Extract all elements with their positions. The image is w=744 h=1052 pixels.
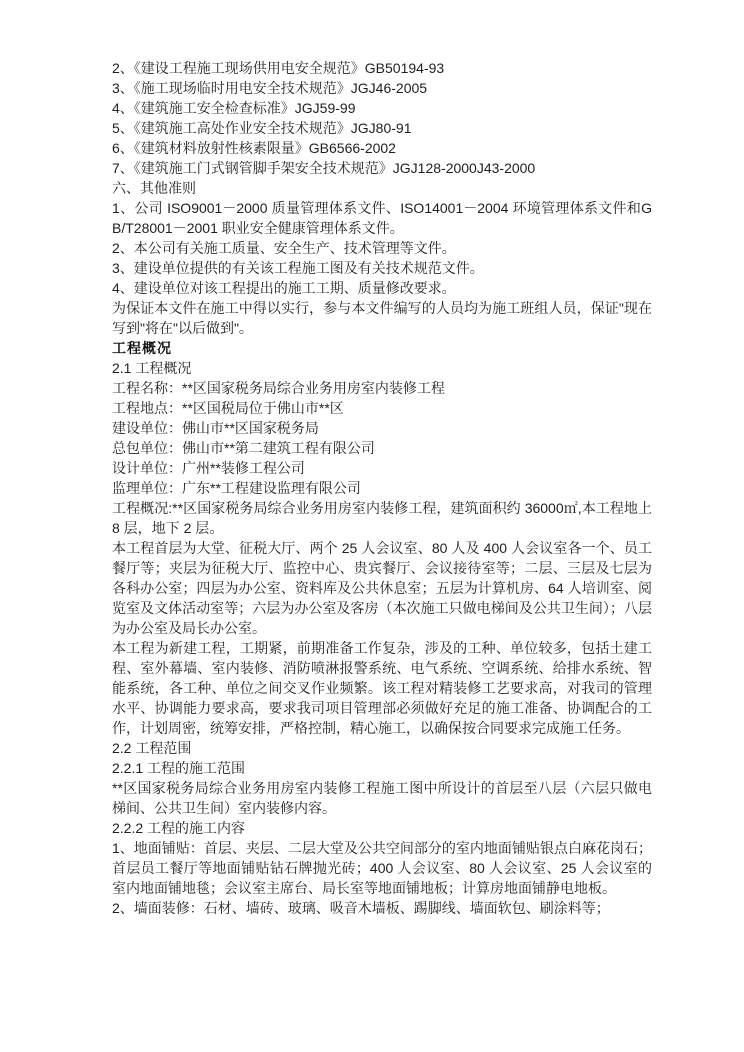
- project-summary-paragraph: 工程概况:**区国家税务局综合业务用房室内装修工程，建筑面积约 36000㎡,本工程地上 8 层，地下 2 层。: [112, 500, 652, 536]
- other-rules-item: 3、建设单位提供的有关该工程施工图及有关技术规范文件。: [112, 260, 484, 276]
- project-summary-paragraph: 本工程首层为大堂、征税大厅、两个 25 人会议室、80 人及 400 人会议室各一个、员工餐厅等；夹层为征税大厅、监控中心、贵宾餐厅、会议接待室等；二层、三层及七层为各科办公室；四层为办公室、资料库及公共休息室；五层为计算机房、64 人培训室、阅览室及文体活动室等；六层为办公室及客房（本次施工只做电梯间及公共卫生间）；八层为办公室及局长办公室。: [112, 540, 652, 636]
- content-item: 2、墙面装修：石材、墙砖、玻璃、吸音木墙板、踢脚线、墙面软包、刷涂料等；: [112, 900, 610, 916]
- guarantee-paragraph: 为保证本文件在施工中得以实行，参与本文件编写的人员均为施工班组人员，保证"现在写到"将在"以后做到"。: [112, 300, 652, 336]
- scope-paragraph: **区国家税务局综合业务用房室内装修工程施工图中所设计的首层至八层（六层只做电梯间、公共卫生间）室内装修内容。: [112, 780, 652, 816]
- project-summary-paragraph: 本工程为新建工程，工期紧，前期准备工作复杂，涉及的工种、单位较多，包括土建工程、室外幕墙、室内装修、消防喷淋报警系统、电气系统、空调系统、给排水系统、智能系统，各工种、单位之间交叉作业频繁。该工程对精装修工艺要求高，对我司的管理水平、协调能力要求高，要求我司项目管理部必须做好充足的施工准备、协调配合的工作，计划周密，统筹安排，严格控制，精心施工，以确保按合同要求完成施工任务。: [112, 640, 652, 736]
- section-2-2-heading: 2.2 工程范围: [112, 740, 192, 756]
- chapter-title: 工程概况: [112, 340, 172, 356]
- section-2-1-heading: 2.1 工程概况: [112, 360, 192, 376]
- standard-item: 7、《建筑施工门式钢管脚手架安全技术规范》JGJ128-2000J43-2000: [112, 160, 536, 176]
- standard-item: 6、《建筑材料放射性核素限量》GB6566-2002: [112, 140, 396, 156]
- content-item: 1、地面铺贴：首层、夹层、二层大堂及公共空间部分的室内地面铺贴银点白麻花岗石；首层员工餐厅等地面铺贴钻石牌抛光砖；400 人会议室、80 人会议室、25 人会议室的室内地面铺地毯；会议室主席台、局长室等地面铺地板；计算房地面铺静电地板。: [112, 840, 652, 896]
- other-rules-item: 4、建设单位对该工程提出的施工工期、质量修改要求。: [112, 280, 456, 296]
- other-rules-item: 2、本公司有关施工质量、安全生产、技术管理等文件。: [112, 240, 456, 256]
- project-info-line: 总包单位：佛山市**第二建筑工程有限公司: [112, 440, 375, 456]
- standard-item: 2、《建设工程施工现场供用电安全规范》GB50194-93: [112, 60, 445, 76]
- project-info-line: 监理单位：广东**工程建设监理有限公司: [112, 480, 361, 496]
- project-info-line: 建设单位：佛山市**区国家税务局: [112, 420, 319, 436]
- standard-item: 5、《建筑施工高处作业安全技术规范》JGJ80-91: [112, 120, 412, 136]
- project-info-line: 工程名称：**区国家税务局综合业务用房室内装修工程: [112, 380, 445, 396]
- project-info-line: 工程地点：**区国税局位于佛山市**区: [112, 400, 344, 416]
- section-2-2-2-heading: 2.2.2 工程的施工内容: [112, 820, 246, 836]
- standard-item: 4、《建筑施工安全检查标准》JGJ59-99: [112, 100, 356, 116]
- project-info-line: 设计单位：广州**装修工程公司: [112, 460, 305, 476]
- other-rules-heading: 六、其他准则: [112, 180, 196, 196]
- section-2-2-1-heading: 2.2.1 工程的施工范围: [112, 760, 246, 776]
- other-rules-item: 1、公司 ISO9001－2000 质量管理体系文件、ISO14001－2004 环境管理体系文件和GB/T28001－2001 职业安全健康管理体系文件。: [112, 200, 652, 236]
- standard-item: 3、《施工现场临时用电安全技术规范》JGJ46-2005: [112, 80, 428, 96]
